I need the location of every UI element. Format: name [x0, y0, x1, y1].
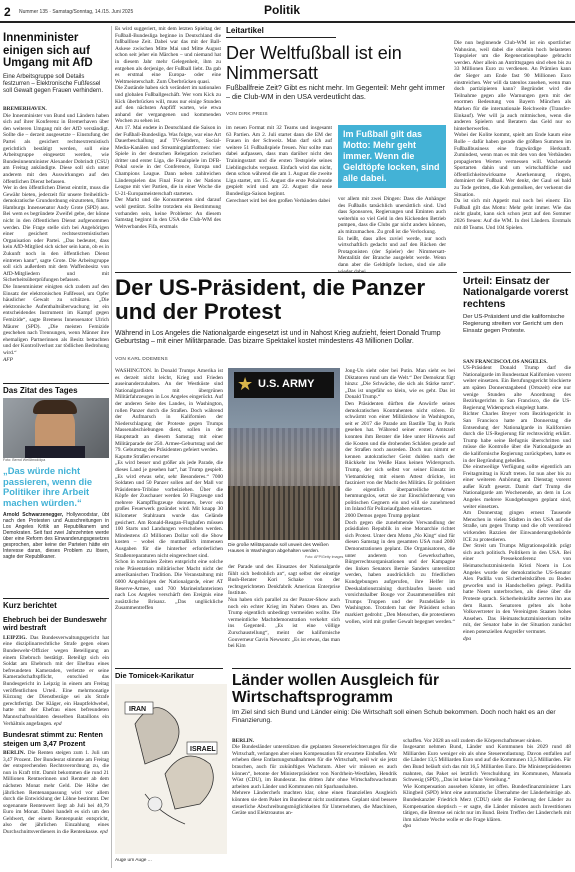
- main-author-prefix: VON: [115, 357, 126, 362]
- leitartikel-author-prefix: VON: [226, 112, 237, 117]
- army-photo-caption: Die große Militärparade soll unweit des Weißen Hauses in Washington abgehalten werden.: [228, 543, 329, 554]
- quote-attribution-text: Hollywoodstar, übt nach den Protesten und Ausschreitungen in Los Angeles Kritik an Republikanern und Demokraten. Seit fast zwei Jahrzehnten werde über eine Reform des Einwanderungsgesetzes gesprochen, aber keine der Parteien hätte ein Interesse daran, dieses Problem zu lösen, sagte der Republikaner.: [3, 512, 109, 561]
- army-star-icon: ★: [237, 374, 254, 394]
- tomicek-cartoon: [115, 684, 227, 854]
- afd-headline: Innenminister einigen sich auf Umgang mit AfD: [3, 32, 93, 69]
- main-col-1: WASHINGTON. In Donald Trumps Amerika ist es derzeit nicht leicht, Krieg und Frieden auseinanderzuhalten. An der Westküste sind Nationalgardisten mit übergrünen Militärfahrzeugen in Los Angeles eingerückt. Auf der anderen Seite des Landes, in Washington, rollen Panzer durch die Straßen. Doch während der Aufmarsch in Kalifornien der Niederschlagung der Proteste gegen Trumps Massenabschiebungen dient, sollen in der Hauptstadt an diesem Samstag mit einer Militärparade der 250. Armee-Geburtstag und der 79. Geburtstag des Präsidenten gefeiert werden. Kaputte Straßen erwartet „Es wird besser und größer als jede Parade, die dieses Land je gesehen hat“, hat Trump gespielt. „Es wird etwas sehr, sehr Besonderes.“ 7000 Soldaten und 50 Panzer sollen auf der Mall vor Präsidenten-Tribüne vorbeiziehen. Über die Köpfe der Zuschauer werden 50 Flugzeuge und mehrere Kampfflugzeuge donnern, bevor ein großes Feuerwerk gezündet wird. Mit knapp 30 Kilometer Stahlraum wurde das Gelände gesichert. Am Ronald-Reagan-Flughafen müssen 100 Starts und Landungen verschoben werden. Mindestens 43 Millionen Dollar soll die Show kosten – wobei die mutmaßlich immensen Ausgaben für die hinterher erforderlichen Straßenreparaturen nicht eingerechnet sind. Schon in normalen Zeiten entspricht eine solche rohe Präsentation militärischer Macht nicht der amerikanischen Tradition. Die Veranstaltung mit 6000 Angehörigen der Nationalgarde, einer AT Reserve-Armee, und 700 Marineinfanteristen nach Los Angeles verschärft den Ereignis eine zusätzliche Brisanz. „Das unglückliche Zusammentreffen: [115, 368, 223, 612]
- leitartikel-col-a: im neuen Format mit 32 Teams und insgesamt 63 Partien. Am 2. Juli startet dann die EM der Frauen in der Schweiz. Man darf sich auf weitere 51 Fußballspiele freuen. Nur sollte man dabei aufpassen, dass man darüber nicht den Trainingsstart und die ersten Testspiele seines Lieblingsclubs verpasst. Einfach wird das nicht, denn schon während die am 1. August die zweite Liga startet, um 15. August die erste Pokalrunde gespielt wird und am 22. August die neue Bundesliga-Saison beginnt. Gerechnet wird bei den großen Verbänden dabei: [226, 125, 332, 204]
- afd-subhead: Eine Arbeitsgruppe soll Details festzurren – Elektronische Fußfessel soll Gewalt gegen Frauen verhindern.: [3, 73, 104, 95]
- leitartikel-author: [226, 112, 268, 117]
- quote-label: Das Zitat des Tages: [3, 386, 78, 395]
- leitartikel-col-c: Die nun beginnende Club-WM ist ein sportlicher Wahnsinn, weil dabei die ohnehin hoch belasteten Topspieler um die Regenerationsphase gebracht werden. Aber allein an Antrittsgagen sind eben bis zu 33 Millionen Euro zu verdienen. An Prämien kann der Sieger am Ende fast 90 Millionen Euro einstreichen. Wer will da tatenlos zusehen, wenn man doch partizipieren kann? Begründet wird die Teilnahme gegen alle Warnungen gern mit der enormen Bedeutung von Bayern München als Marken für die internationale Reichweite (Transfer-Einkauf). Wer will ja auch mitmischen, wenn die anderen Spielern und Beratern das Geld nur so hinterherwerfen. Wobei der Kolite kommt, spielt am Ende kaum eine Rolle – dafür haben gerade die größten Summen im Fußballbusiness eine fragwürdige Herkunft. Zumindest, wenn man es mit den von den Verbänden propagierten Werten vermessen will. Wachsende Sportarten dahin und um wirtschaftliche und öffentlichkeitswirksame Anerkennung ringen, dominiert der Fußball. Wer denkt, der Gaul sei bald zu Tode geritten, die Kuh gemolken, der verkennt die Situation. Da ist sich mit Appetit mal noch bei einem: Ein Fußball gilt das Motto: Mehr geht immer. Wie das nicht glaubt, kann sich schon jetzt auf den Sommer 2026 freuen: Auf die WM. In drei Ländern. Erstmals mit 48 Teams. Und 104 Spielen.: [454, 40, 571, 231]
- brief-item1-dateline: LEIPZIG.: [3, 634, 27, 641]
- header-rule: [0, 21, 575, 23]
- laender-col1-text: Die Bundesländer unterstützen die geplanten Steuererleichterungen für die Wirtschaft, verlangen aber einen Kompensation für erwartete Einbußen. Wir erheben diese Entlastungsmaßnahmen für die Wirtschaft, weil wir sie jetzt brauchen, auch für zukünftiges Wachstum. Aber wir müssen es auch können“, betonte der Ministerpräsident von Nordrhein-Westfalen, Hendrik Wüst (CDU), im Bundesrat. Ins dritten Jahr ohne Wirtschaftswachstum arbeiten auch Länder und Kommunen mit Sparhaushalten. Mehrere Länderchefs machten klar, ohne einen finanziellen Ausgleich könnten sie dem Paket im Bundesrat nicht zustimmen. Geplant sind bessere steuerliche Abschreibungsmöglichkeiten für Unternehmen, die Maschinen, Geräte und Elektroautos an-: [232, 744, 397, 817]
- main-col-2: der Parade und des Einsatzes der Nationalgarde fühlt sich bedrohlich an“, sagt selbst der einstige Bush-Berater Kori Schake von der rechtsgerichteten Denkfabrik American Enterprise Institute. Nun haben sich parallel zu der Panzer-Show auch noch ein echter Krieg im Nahen Osten an. Den Trump eigentlich unbedingt vermeiden wollte. Die vermeintliche Machtdemonstration verkehrt sich ins Gegenteil. „Es ist eine völlige Zurschaustellung“, meint der kalifornische Gouverneur Gavin Newsom: „Es ist etwas, das man bei Kim: [228, 564, 340, 650]
- brief-item1-agency: epd: [53, 720, 62, 727]
- afd-body-text: Die Innenminister von Bund und Ländern haben sich auf ihrer Konferenz in Bremerhaven über den weiteren Umgang mit der AfD verständigt. Sollte die – derzeit ausgesetzte – Einstufung der Partei als gesichert rechtsextremistisch gerichtlich bestätigt werden, soll eine Arbeitsgruppe eingesetzt werden, wie Bundesinnenminister Alexander Dobrindt (CSU) am Freitag ankündigte. Diese soll sich unter anderem mit den Auswirkungen auf den öffentlichen Dienst befassen. Wer in den öffentlichen Dienst eintritt, muss die Gewähr bieten, jederzeit für unsere freiheitlich-demokratische Grundordnung einzutreten, führte Hamburgs Innensenator Andy Grote (SPD) aus. Bei wem es begründete Zweifel gebe, der könne nicht in den öffentlichen Dienst aufgenommen werden. Die Frage stelle sich bei Angehörigen einer gesichert rechtsextremistischen Organisation oder Partei. „Das bedeutet, dass kein AfD-Mitglied sich sicher sein kann, ob es in Zukunft noch in den öffentlichen Dienst eintreten kann“, sagte Grote. Die Arbeitsgruppe soll sich außerdem mit dem Waffenbesitz von AfD-Mitgliedern und mit Sicherheitsüberprüfungen befassen. Die Innenminister einigten sich zudem auf den Einsatz der elektronischen Fußfessel, um Opfer häuslicher Gewalt zu schützen. „Die elektronische Aufenthaltsüberwachung ist ein entscheidendes Instrument im Kampf gegen Femizide“, sagte Bremens Innensenator Ulrich Mäurer (SPD). „Die meisten Femizide geschehen nach Trennungen, wenn Männer ihre ehemaligen Partnerinnen als Besitz betrachten und der Kontrollverlust zur tödlichen Bedrohung wird.“: [3, 112, 109, 356]
- brief-label: Kurz berichtet: [3, 601, 57, 610]
- main-col-3: Jong-Un sieht oder bei Putin. Man sieht es bei Diktatoren rund um die Welt.“ Der Demokrat fügt hinzu: „Die Schwäche, die sich als Stärke tarnt“. „Das ist ungefähr so klein, wie es geht. Das ist Donald Trump.“ Den Präsidenten dürften die Anwürfe seines demokratischen Kontrahenten nicht stören. Er schwärmt von einer Militärshow in Washington, seit er 2017 die Parade am Bastille Tag in Paris gesehen hat. Während seiner ersten Amtszeit konnten ihm Berater die Idee unter Hinweis auf die Kosten und die drohenden Schäden gerade auf der Straßen noch ausreden. Doch nun nimmt er kennen autokratischer Geist dulden nach der Rückkehr ins Weiße Haus keinen Widerspruch. Trump, der sich selbst vor seiner Einsatz im Vietnamkrieg mit einem Attest drückte, ist fasziniert von der Macht des Militärs. Er politisiert die eigentlich überparteiliche Armee hemmungslos, setzt sie zur Einschüchterung von politischen Gegnern ein und will sie zunehmend im Inland für Polizeiaufgaben einsetzen. 2000 Demos gegen Trump geplant Doch gegen die zunehmende Verwandlung der präsidialen Republik in eine Monarchie richtet sich Protest. Unter dem Motto „No King“ sind für diesen Samstag in den gesamten USA rund 2000 Demonstrationen geplant. Die Organisatoren, die unter anderem von Gewerkschaften, Bürgerrechtsorganisationen und der Kampagne des linken Senators Bernie Sanders unterstützt werden, haben ausdrücklich zu friedlichen Kundgebungen aufgerufen, ihre Helfer im Deeskalationstraining durchlaufen lassen und vorsichtshalber Bouge vor Zusammenstößen mit Trumps Truppen und der Paradeläufe in Washington. Trotzdem hat der Präsident schon markiert gedroht: „Den Menschen, die protestieren wollen, wird mit großer Gewalt begegnet werden.“: [345, 368, 455, 625]
- urteil-subhead: Der US-Präsident und die kalifornische Regierung streiten vor Gericht um den Einsatz gegen Proteste.: [463, 314, 565, 335]
- urteil-text: US-Präsident Donald Trump darf die Nationalgarde im Bundesstaat Kalifornien vorerst weiter einsetzen. Ein Berufungsgericht blockierte am späten Donnerstagabend (Ortszeit) eine nur wenige Stunden alte Anordnung des Bezirksgerichts in San Francisco, die die US-Regierung Widerspruch eingelegt hatte. Richter Charles Breyer vom Bezirksgericht in San Francisco hatte am Donnerstag die Entsendung der Nationalgarde in Kalifornien durch die US-Regierung für rechtswidrig erklärt. Trump habe seine Befugnis überschritten und müsse die Kontrolle über die Nationalgarde an die kalifornische Regierung zurückgeben, hatte es in der Begründung geheißen. Die einstweilige Verfügung sollte eigentlich am Freitagmittag in Kraft treten. Ist nun aber bis zu einer weiteren Anhörung am Dienstag vorerst außer Kraft gesetzt. Damit darf Trump die Nationalgarde am Wochenende, an dem in Los Angeles mehrere Kundgebungen geplant sind, weiter einsetzen. Am Donnerstag gingen erneut Tausende Menschen in vielen Städten in den USA auf die Straße, um gegen Trump und die oft verstörend wirkenden Razzien der Einwanderungsbehörde ICE zu protestieren. Der Streit um Trumps Migrationspolitik prägt sich auch politisch. Politikern in den USA. Bei einer Pressekonferenz von Heimatschutzministerin Kristi Noem in Los Angeles wurde der demokratische US-Senator Alex Padilla von Sicherheitskräften zu Boden geworfen und in Handschellen gelegt. Padilla hatte Noem unterbrochen, als diese über die Proteste sprach. Sicherheitskräfte zerrten ihn aus dem Raum. Senatoren gelten als hohe Volksvertreter in den Vereinigten Staaten hohes Ansehen. Das Heimatschutzministerium teilte mit, der Senator habe in der Situation zunächst einen potenziellen Angreifer vermutet.: [463, 365, 571, 635]
- brief-item1-headline: Ehebruch bei der Bundeswehr wird bestraft: [3, 615, 107, 633]
- afd-article: [3, 32, 109, 363]
- quote-photo-credit: Foto: Bernd Weißbrod/dpa: [3, 458, 46, 462]
- leitartikel-col-b: vor allem mit zwei Dingen: Dass die Anhänger des Fußballs tatsächlich unersättlich sind. Und dass Sponsoren, Regierungen und Eminten auch weiterhin so viel Geld in den Kickenden Betrieb pumpen, dass die Clubs gar nicht anders können, als mitzumachen. Zu groß ist die Verlockung. Es heißt, dass alles zuviel werde, nur noch wirtschaftlich gedacht und auf den Rücken der Protagonisten (der Spieler) der Nimmersatt-Mentalität der Branche ausgelebt werde. Wenn dann aber die Geldtöpfe locken, sind sie alle: [338, 196, 446, 268]
- urteil-agency: dpa: [463, 635, 472, 642]
- main-headline: Der US-Präsident, die Panzer und der Protest: [115, 275, 426, 324]
- brief-item1-text: Das Bundesverwaltungsgericht hat eine disziplinarrechtliche Strafe gegen einen Bundeswehr-Offizier wegen Beteiligung an einem Ehebruch bestätigt. Beteiligt sich ein Soldat am Ehebruch mit der Ehefrau eines befreundeten Kameraden, verletzte er seine Kameradschaftspflicht, entschied das Bundesgericht in Leipzig in einem am Freitag veröffentlichten Urteil. Eine mehrmonatige Kürzung der Dienstbezüge sei als Strafe gerechtfertigt. Der Kläger, ein Hauptfeldwebel, hatte mit der Ehefrau eines befreundeten Mannschaftssoldaten desselben Bataillons ein Verhältnis angefangen.: [3, 634, 109, 727]
- laender-col2-text: schaffen. Vor 2028 an soll zudem die Körperschaftsteuer sinken. Insgesamt nehmen Bund, Länder und Kommunen bis 2029 rund 48 Milliarden Euro weniger ein als ohne Steuerentlastung. Davon entfallen auf die Länder 13,5 Milliarden Euro und auf die Kommunen 13,5 Milliarden. Für den Bund beläuft sich das mit 16,5 Milliarden Euro. Die Ministerpräsidenten mahnten, das Paket sei letztlich Verschuldung im Kommunen, Manuela Schwesig (SPD), „Das ist keine faire Verteilung.“ Wie Kompensation aussehen könnte, ist offen. Bundesfinanzminister Lars Klingbeil (SPD) lehnt eine automatische Übernahme der Länderbeiträge ab. Bundeskanzler Friedrich Merz (CDU) sieht die Forderung der Länder zu Kompensation skeptisch – er sagte, die Länder müssten auch Investitionen tätigen, die Bremse sei nicht nur im Bund. Beim Treffen der Länderchefs mit ihm nächste Woche wolle er die Frage klären.: [403, 737, 571, 823]
- leitartikel-author-name: DIRK PREIS: [238, 112, 268, 117]
- leitartikel-block: [226, 26, 571, 38]
- cartoon-sign-iran: IRAN: [129, 706, 147, 713]
- leitartikel-label: Leitartikel: [226, 26, 264, 35]
- section-title: Politik: [264, 3, 301, 17]
- brief-item2-dateline: BERLIN.: [3, 749, 26, 756]
- afd-dateline: BREMERHAVEN.: [3, 105, 47, 112]
- brief-item2-agency: epd: [99, 829, 108, 836]
- leitartikel-subhead: Fußballfreie Zeit? Gibt es nicht mehr. Im Gegenteil: Mehr geht immer – die Club-WM in den USA verdeutlicht das.: [226, 83, 445, 101]
- laender-dateline: BERLIN.: [232, 737, 255, 744]
- army-parade-photo: [228, 368, 340, 540]
- main-author: [115, 357, 168, 362]
- afd-agency: AFP: [3, 356, 13, 363]
- laender-col-1: [232, 731, 397, 817]
- brief-item2-headline: Bundesrat stimmt zu: Renten steigen um 3,47 Prozent: [3, 730, 103, 748]
- urteil-headline: Urteil: Einsatz der Nationalgarde vorerst rechtens: [463, 276, 569, 310]
- afd-body: [3, 99, 109, 363]
- army-photo-credit: Foto: AFP/Getty Images: [305, 555, 344, 559]
- cartoon-label: Die Tomicek-Karikatur: [115, 671, 195, 680]
- leitartikel-headline: Der Weltfußball ist ein Nimmersatt: [226, 43, 402, 83]
- football-col-intro: Es wird suggeriert, mit dem letzten Spieltag der Fußball-Bundesliga beginne in Deutschland die fußballlose Zeit. Dabei war das mit der Ball-Askese zwischen Mitte Mai und Mitte August schon seit jeher ein Märchen – und niemand hat in diesem Jahr mehr Gelegenheit, ihm zu entgehen als derjenige, der Fußball liebt. Da gab es erstmal eine Europa- oder eine Weltmeisterschaft. Zum Überbrücken quasi. Die Zustände haben sich verändert im nationalen und globalen Fußballgeschäft. Wer vom Kick zu Kick überbrücken will, muss nur einige Stunden auf den nächsten Anpfiff warten, wie etwa anhand der vergangenen und kommenden Wochen zu sehen ist. Am 17. Mai endete in Deutschland die Saison in der Fußball-Bundesliga. Was folgte, war eine Art Dauerbeschallung auf TV-Sendern, Social-Media-Kanälen und Streamingplattformen: vier Spiele in der deutschen Relegation zwischen dritter und erster Liga, die Finalspiele im DFB-Pokal sowie in der Conference, Europa und Champions League. Dann neben zahlreichen Länderspielen das Final Four in der Nations League mit vier Partien, die in einer Woche die U-21-Europameisterschaft starteten. Der Markt und die Konsumenten sind darauf wohl gestützt. Sollte trotzdem ein Bestimmung vorhanden sein, keine Probleme: An diesem Samstag beginnt in den USA die Club-WM des Weltverbandes Fifa, erstmals: [115, 26, 221, 230]
- brief-news: [3, 598, 109, 836]
- laender-headline: Länder wollen Ausgleich für Wirtschaftsprogramm: [232, 672, 439, 706]
- brief-item2-text: Die Renten steigen zum 1. Juli um 3,47 Prozent. Der Bundesrat stimmte am Freitag der entsprechenden Rechtsverordnung zu, die nun in Kraft tritt. Damit bekommen die rund 21 Millionen Rentnerinnen und Rentner ab dem nächsten Monat mehr Geld. Die Höhe der jährlichen Rentenanpassung wird vor allem durch die Entwicklung der Löhne bestimmt. Der sogenannte Rentenwert liegt ab Juli bei 40,79 Euro im Monat. Dabei handelt es sich um den Geldwert, der einem Rentenpunkt entspricht, also der jährlichen Einzahlung eines Durchschnittsverdieners in die Rentenkasse.: [3, 749, 109, 836]
- laender-subhead: Im Ziel sind sich Bund und Länder einig: Die Wirtschaft soll einen Schub bekommen. Doch noch hakt es an der Finanzierung.: [232, 709, 556, 724]
- cartoon-sign-israel: ISRAEL: [190, 746, 216, 753]
- quote-box: [3, 383, 109, 560]
- main-subhead: Während in Los Angeles die Nationalgarde eingesetzt ist und in Nahost Krieg aufzieht, feiert Donald Trump Geburtstag – mit einer Militärparade. Das bizarre Spektakel kostet mindestens 43 Millionen Dollar.: [115, 330, 441, 346]
- issue-line: Nummer 135 · Samstag/Sonntag, 14./15. Juni 2025: [19, 9, 134, 15]
- urteil-dateline: SAN FRANCISCO/LOS ANGELES.: [463, 358, 548, 365]
- laender-col-2: [403, 731, 571, 830]
- army-photo-label: U.S. ARMY: [258, 378, 315, 390]
- quote-attribution: [3, 512, 109, 560]
- urteil-body: [463, 352, 571, 642]
- quote-attribution-name: Arnold Schwarzenegger,: [3, 512, 64, 519]
- schwarzenegger-photo: [3, 398, 109, 458]
- leitartikel-pull-quote: Im Fußball gilt das Motto: Mehr geht immer. Wenn die Geldtöpfe locken, sind alle dabei.: [338, 125, 446, 188]
- cartoon-caption: Auge um Auge ...: [115, 858, 152, 863]
- brief-item2-body: [3, 750, 109, 836]
- main-author-name: KARL DOEMENS: [127, 357, 168, 362]
- quote-text: „Das würde nicht passieren, wenn die Politiker ihre Arbeit machen würden.“: [3, 465, 93, 508]
- cartoon-drawing: [115, 684, 227, 854]
- laender-agency: dpa: [403, 823, 412, 830]
- page-number: 2: [4, 5, 11, 19]
- brief-item1-body: [3, 635, 109, 727]
